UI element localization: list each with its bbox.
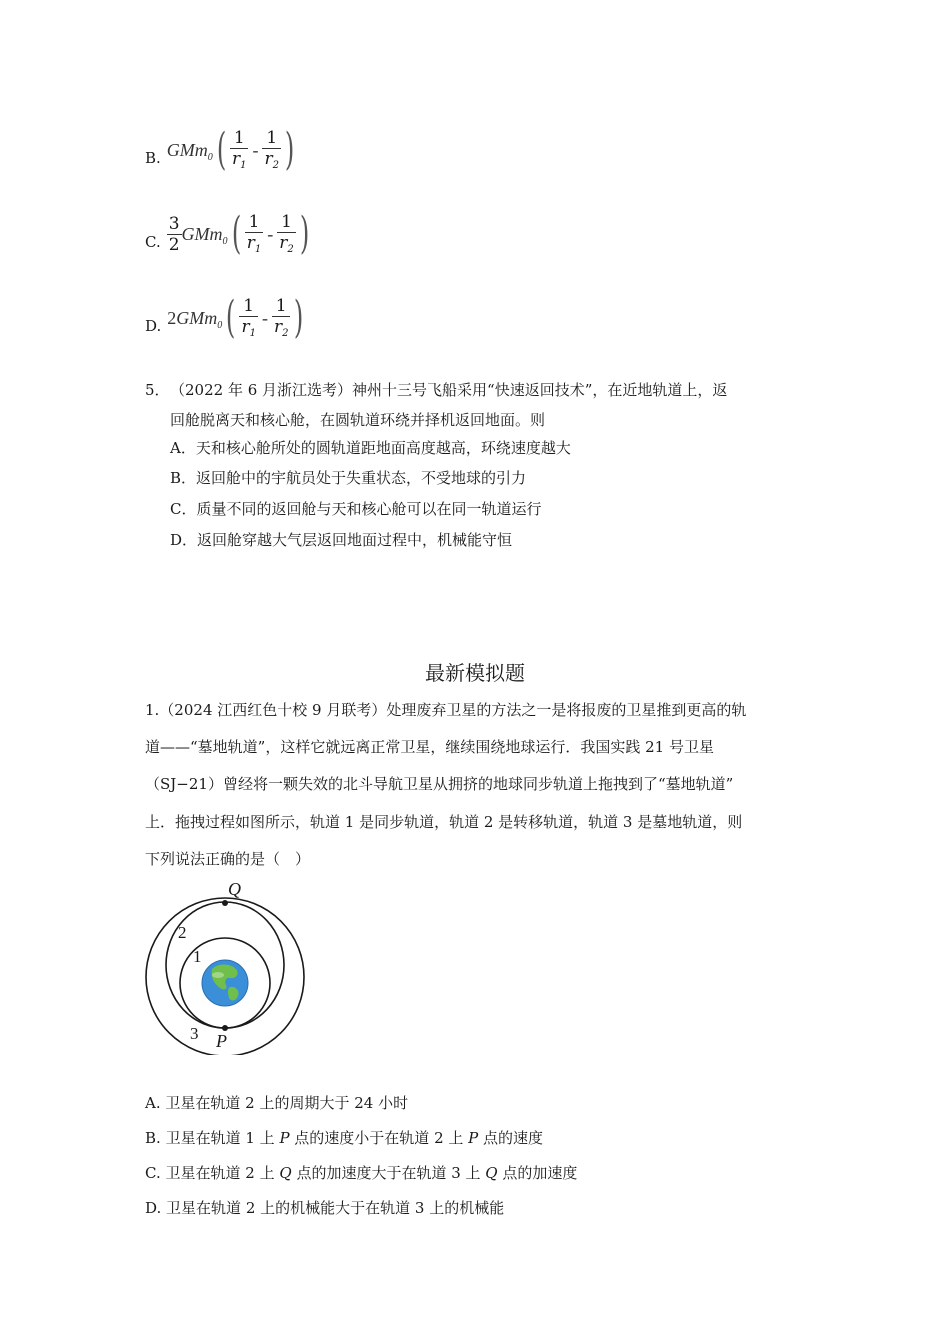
q5-number: 5． — [145, 381, 170, 399]
coefficient: 2 — [167, 307, 177, 328]
option-text: 卫星在轨道 2 上的机械能大于在轨道 3 上的机械能 — [166, 1199, 505, 1217]
q5-stem-line2: 回舱脱离天和核心舱，在圆轨道环绕并择机返回地面。则 — [170, 411, 546, 429]
q5-option-a — [170, 438, 571, 458]
option-text-mid: 点的加速度大于在轨道 3 上 — [291, 1164, 486, 1182]
point-var: Q — [485, 1164, 498, 1182]
option-label: A． — [170, 439, 196, 457]
q1-option-d — [145, 1198, 504, 1218]
option-text: 卫星在轨道 2 上的周期大于 24 小时 — [165, 1094, 409, 1112]
option-text-pre: 卫星在轨道 2 上 — [165, 1164, 280, 1182]
option-label: C． — [170, 500, 197, 518]
left-paren: ( — [216, 124, 227, 175]
point-q — [222, 900, 228, 906]
right-paren: ) — [299, 208, 310, 259]
option-text-post: 点的加速度 — [497, 1164, 578, 1182]
fraction-1-over-r2: $\frac{1}{r_2}$ — [279, 212, 294, 255]
option-label: A. — [145, 1094, 161, 1112]
option-label: D. — [145, 1199, 162, 1217]
left-paren: ( — [226, 292, 236, 343]
option-text: 天和核心舱所处的圆轨道距地面高度越高，环绕速度越大 — [195, 439, 571, 457]
q5-option-c — [170, 499, 542, 519]
earth-icon — [202, 960, 248, 1006]
option-text: 质量不同的返回舱与天和核心舱可以在同一轨道运行 — [196, 500, 542, 518]
option-d — [145, 292, 308, 343]
option-c-symbol: GMm$_0$ — [181, 223, 228, 247]
section-title: 最新模拟题 — [425, 661, 525, 685]
option-text-post: 点的速度 — [478, 1129, 544, 1147]
option-label: B． — [170, 469, 197, 487]
coefficient-fraction: $\frac{3}{2}$ — [168, 213, 180, 255]
q1-stem-line4: 上．拖拽过程如图所示，轨道 1 是同步轨道，轨道 2 是转移轨道，轨道 3 是墓地轨道，则 — [145, 813, 743, 831]
point-var: P — [468, 1129, 479, 1147]
label-3: 3 — [190, 1024, 199, 1043]
fraction-1-over-r1: $\frac{1}{r_1}$ — [231, 128, 247, 171]
q1-stem-line1: 1.（2024 江西红色十校 9 月联考）处理废弃卫星的方法之一是将报废的卫星推到更高的轨 — [145, 701, 747, 719]
point-var: Q — [279, 1164, 292, 1182]
option-text-mid: 点的速度小于在轨道 2 上 — [289, 1129, 469, 1147]
q1-option-c — [145, 1163, 577, 1183]
option-text: 返回舱穿越大气层返回地面过程中，机械能守恒 — [197, 531, 513, 549]
option-label: C. — [145, 1164, 161, 1182]
label-2: 2 — [178, 923, 187, 942]
label-q: Q — [228, 879, 241, 899]
fraction-1-over-r2: $\frac{1}{r_2}$ — [264, 128, 279, 171]
fraction-1-over-r1: $\frac{1}{r_1}$ — [246, 212, 262, 255]
left-paren: ( — [231, 208, 241, 259]
option-label: B. — [145, 1129, 161, 1147]
option-text-pre: 卫星在轨道 1 上 — [165, 1129, 280, 1147]
q1-stem-line5: 下列说法正确的是（ ） — [145, 850, 311, 868]
right-paren: ) — [294, 292, 304, 343]
minus-sign: - — [261, 307, 268, 328]
q5-option-b — [170, 468, 526, 488]
option-b-symbol: GMm$_0$ — [166, 139, 213, 163]
option-c-label: C. — [145, 233, 161, 251]
q1-option-b — [145, 1128, 543, 1148]
option-d-label: D. — [145, 317, 162, 335]
fraction-1-over-r2: $\frac{1}{r_2}$ — [273, 296, 289, 339]
label-1: 1 — [193, 947, 202, 966]
option-b — [145, 124, 298, 175]
option-label: D． — [170, 531, 198, 549]
right-paren: ) — [284, 124, 295, 175]
point-var: P — [279, 1129, 290, 1147]
fraction-1-over-r1: $\frac{1}{r_1}$ — [241, 296, 256, 339]
minus-sign: - — [267, 223, 274, 244]
option-c — [145, 208, 313, 259]
q1-stem-line3: （SJ−21）曾经将一颗失效的北斗导航卫星从拥挤的地球同步轨道上拖拽到了“墓地轨道” — [145, 775, 734, 793]
minus-sign: - — [252, 139, 259, 160]
label-p: P — [216, 1031, 227, 1051]
option-d-symbol: GMm$_0$ — [176, 307, 223, 331]
option-b-label: B. — [145, 149, 161, 167]
q1-option-a — [145, 1093, 408, 1113]
q5-stem-line1: （2022 年 6 月浙江选考）神州十三号飞船采用“快速返回技术”，在近地轨道上，返 — [170, 381, 728, 399]
q1-stem-line2: 道——“墓地轨道”，这样它就远离正常卫星，继续围绕地球运行．我国实践 21 号卫星 — [145, 738, 714, 756]
q5-option-d — [170, 530, 512, 550]
orbit-diagram — [140, 875, 315, 1055]
option-text: 返回舱中的宇航员处于失重状态，不受地球的引力 — [196, 469, 527, 487]
